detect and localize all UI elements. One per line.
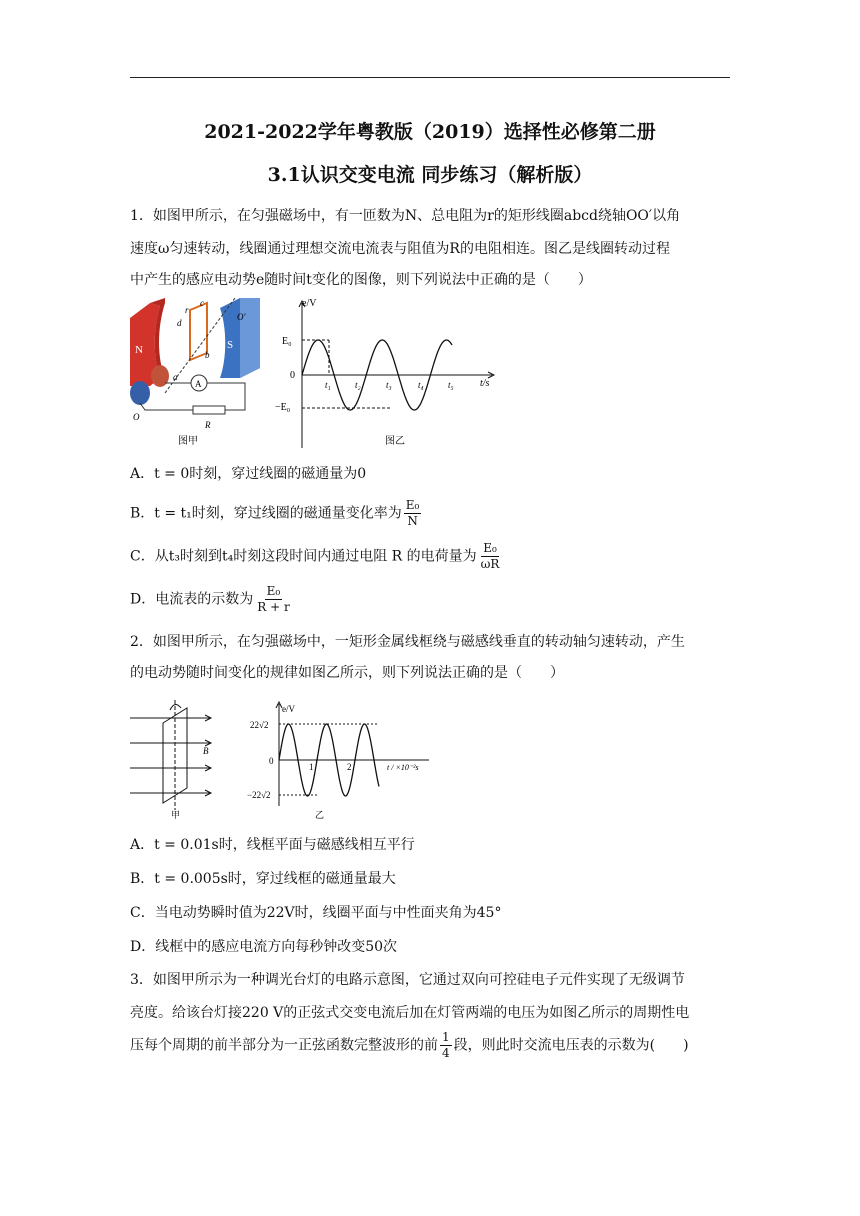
svg-text:t/s: t/s: [480, 378, 490, 389]
q3-stem-line3: 压每个周期的前半部分为一正弦函数完整波形的前 $\frac{1}{4}$ 段，则此时交流电压表的示数为( ): [130, 1030, 689, 1060]
magnet-s-label: S: [227, 339, 234, 351]
q1-stem-line1: 1．如图甲所示，在匀强磁场中，有一匝数为N、总电阻为r的矩形线圈abcd绕轴OO′以角: [130, 208, 681, 224]
svg-text:c: c: [200, 298, 204, 308]
header-rule: [130, 77, 730, 78]
svg-text:E₀: E₀: [282, 336, 292, 347]
svg-text:甲: 甲: [171, 810, 181, 820]
svg-text:e/V: e/V: [302, 298, 317, 309]
svg-text:0: 0: [290, 370, 295, 381]
svg-text:22√2: 22√2: [250, 720, 269, 730]
svg-text:t₃: t₃: [386, 380, 392, 390]
svg-text:t₂: t₂: [355, 380, 361, 390]
q1-stem-line3: 中产生的感应电动势e随时间t变化的图像，则下列说法中正确的是（ ）: [130, 272, 592, 288]
svg-text:e/V: e/V: [282, 704, 295, 714]
svg-text:t / ×10⁻²s: t / ×10⁻²s: [387, 763, 419, 772]
svg-text:r: r: [185, 305, 189, 315]
svg-text:a: a: [173, 372, 178, 382]
svg-text:R: R: [205, 420, 211, 430]
svg-text:d: d: [177, 318, 182, 328]
q2-stem-line1: 2．如图甲所示，在匀强磁场中，一矩形金属线框绕与磁感线垂直的转动轴匀速转动，产生: [130, 634, 685, 650]
q2-figure-emf-graph: [247, 698, 437, 820]
svg-text:t₅: t₅: [448, 380, 454, 390]
q1-stem-line2: 速度ω匀速转动，线圈通过理想交流电流表与阻值为R的电阻相连。图乙是线圈转动过程: [130, 241, 670, 257]
svg-text:0: 0: [269, 756, 274, 766]
q2-option-c: C．当电动势瞬时值为22V时，线圈平面与中性面夹角为45°: [130, 905, 502, 921]
svg-text:1: 1: [309, 762, 314, 772]
q1-fig-left-caption: 图甲: [178, 436, 198, 447]
q2-option-d: D．线框中的感应电流方向每秒钟改变50次: [130, 939, 398, 955]
svg-text:O′: O′: [237, 312, 246, 322]
doc-subtitle: 3.1认识交变电流 同步练习（解析版）: [267, 164, 593, 186]
q1-option-b: B．t = t₁时刻，穿过线圈的磁通量变化率为 $\frac{\text{E₀}}{N}$: [130, 498, 420, 528]
q3-stem-line2: 亮度。给该台灯接220 V的正弦式交变电流后加在灯管两端的电压为如图乙所示的周期性电: [130, 1005, 690, 1021]
svg-text:−E₀: −E₀: [275, 402, 291, 413]
svg-text:b: b: [205, 350, 210, 360]
q3-stem-line1: 3．如图甲所示为一种调光台灯的电路示意图，它通过双向可控硅电子元件实现了无级调节: [130, 972, 685, 988]
svg-text:t₄: t₄: [418, 380, 424, 390]
svg-text:−22√2: −22√2: [247, 790, 271, 800]
q1-figure-generator: [125, 298, 265, 453]
magnet-n-label: N: [135, 344, 143, 356]
q1-option-c: C．从t₃时刻到t₄时刻这段时间内通过电阻 R 的电荷量为 $\frac{\text{E₀}}{\omega R}$: [130, 541, 500, 571]
svg-text:O: O: [133, 412, 140, 422]
svg-text:B: B: [203, 746, 209, 756]
q1-option-a: A．t = 0时刻，穿过线圈的磁通量为0: [130, 466, 367, 482]
q2-option-b: B．t = 0.005s时，穿过线框的磁通量最大: [130, 871, 396, 887]
svg-text:2: 2: [347, 762, 352, 772]
q1-figure-emf-graph: [272, 298, 502, 453]
q2-option-a: A．t = 0.01s时，线框平面与磁感线相互平行: [130, 837, 415, 853]
doc-title: 2021-2022学年粤教版（2019）选择性必修第二册: [204, 121, 656, 143]
svg-text:A: A: [195, 379, 202, 389]
q2-figure-frame: [125, 698, 220, 820]
q1-option-d: D．电流表的示数为 $\frac{\text{E₀}}{R + r}$: [130, 584, 290, 614]
q2-stem-line2: 的电动势随时间变化的规律如图乙所示，则下列说法正确的是（ ）: [130, 665, 564, 681]
svg-text:乙: 乙: [315, 810, 325, 820]
q1-fig-right-caption: 图乙: [385, 436, 405, 447]
svg-text:t₁: t₁: [325, 380, 331, 390]
